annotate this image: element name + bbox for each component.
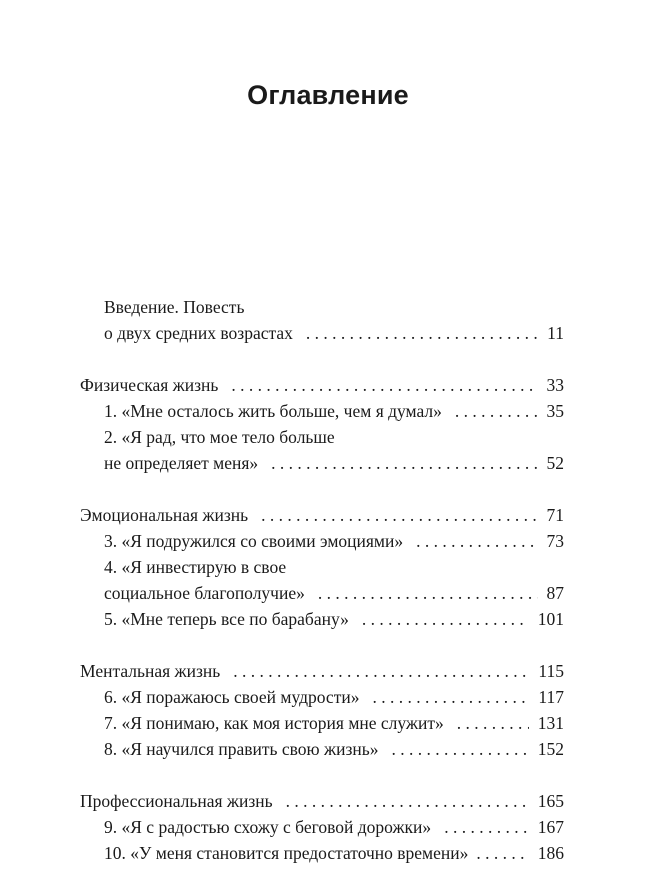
toc-chapter-entry-line2[interactable]: [104, 581, 564, 605]
dot-leader: [416, 529, 537, 553]
toc-section-title: Профессиональная жизнь: [80, 791, 273, 811]
toc-page-number: 101: [537, 609, 564, 629]
toc-chapter-entry[interactable]: [104, 529, 564, 553]
toc-section-heading[interactable]: [80, 503, 564, 527]
toc-chapter-entry-line2[interactable]: [104, 451, 564, 475]
toc-chapter-entry[interactable]: [104, 815, 564, 839]
toc-section-title: Физическая жизнь: [80, 375, 219, 395]
dot-leader: [231, 373, 537, 397]
toc-page-number: 152: [537, 739, 564, 759]
toc-page-number: 115: [538, 661, 564, 681]
dot-leader: [286, 789, 529, 813]
page-title: Оглавление: [247, 80, 409, 110]
toc-chapter-entry-line1[interactable]: [104, 425, 564, 449]
dot-leader: [457, 711, 529, 735]
dot-leader: [476, 841, 528, 865]
toc-entry-title: не определяет меня»: [104, 453, 259, 473]
toc-chapter-entry-line1[interactable]: [104, 555, 564, 579]
toc-page-number: 71: [546, 505, 564, 525]
toc-chapter-entry[interactable]: [104, 685, 564, 709]
toc-entry-title: 1. «Мне осталось жить больше, чем я думал»: [104, 401, 442, 421]
toc-entry-title: 3. «Я подружился со своими эмоциями»: [104, 531, 404, 551]
toc-page-number: 165: [537, 791, 564, 811]
toc-chapter-entry[interactable]: [104, 841, 564, 865]
toc-chapter-entry[interactable]: [104, 399, 564, 423]
toc-page-number: 87: [546, 583, 564, 603]
toc-chapter-entry[interactable]: [104, 607, 564, 631]
toc-entry-title: 7. «Я понимаю, как моя история мне служит»: [104, 713, 444, 733]
dot-leader: [372, 685, 529, 709]
toc-chapter-entry[interactable]: [104, 737, 564, 761]
toc-page-number: 131: [537, 713, 564, 733]
dot-leader: [271, 451, 537, 475]
toc-entry-title: 4. «Я инвестирую в свое: [104, 557, 287, 577]
toc-section-heading[interactable]: [80, 789, 564, 813]
toc-intro-line1[interactable]: [104, 295, 564, 319]
toc-entry-title: 5. «Мне теперь все по барабану»: [104, 609, 349, 629]
toc-chapter-entry[interactable]: [104, 711, 564, 735]
toc-page-number: 33: [546, 375, 564, 395]
dot-leader: [306, 321, 538, 345]
toc-page-number: 73: [546, 531, 564, 551]
dot-leader: [362, 607, 529, 631]
toc-entry-title: 8. «Я научился править свою жизнь»: [104, 739, 379, 759]
toc-entry-title: 2. «Я рад, что мое тело больше: [104, 427, 335, 447]
dot-leader: [261, 503, 537, 527]
toc-page-number: 35: [546, 401, 564, 421]
dot-leader: [444, 815, 529, 839]
toc-section-heading[interactable]: [80, 373, 564, 397]
toc-entry-title: 6. «Я поражаюсь своей мудрости»: [104, 687, 360, 707]
dot-leader: [455, 399, 538, 423]
toc-entry-title: 10. «У меня становится предостаточно времени»: [104, 843, 469, 863]
toc-entry-title: Введение. Повесть: [104, 297, 245, 317]
toc-section-title: Эмоциональная жизнь: [80, 505, 249, 525]
toc-page-number: 186: [537, 843, 564, 863]
toc-intro-line2[interactable]: [104, 321, 564, 345]
toc-page-number: 52: [546, 453, 564, 473]
dot-leader: [391, 737, 528, 761]
toc-page-number: 167: [537, 817, 564, 837]
toc-section-heading[interactable]: [80, 659, 564, 683]
dot-leader: [318, 581, 538, 605]
toc-page-number: 117: [538, 687, 564, 707]
toc-entry-title: о двух средних возрастах: [104, 323, 293, 343]
toc-entry-title: 9. «Я с радостью схожу с беговой дорожки»: [104, 817, 432, 837]
toc-page-number: 11: [547, 323, 564, 343]
toc-section-title: Ментальная жизнь: [80, 661, 221, 681]
dot-leader: [233, 659, 529, 683]
toc-entry-title: социальное благополучие»: [104, 583, 305, 603]
